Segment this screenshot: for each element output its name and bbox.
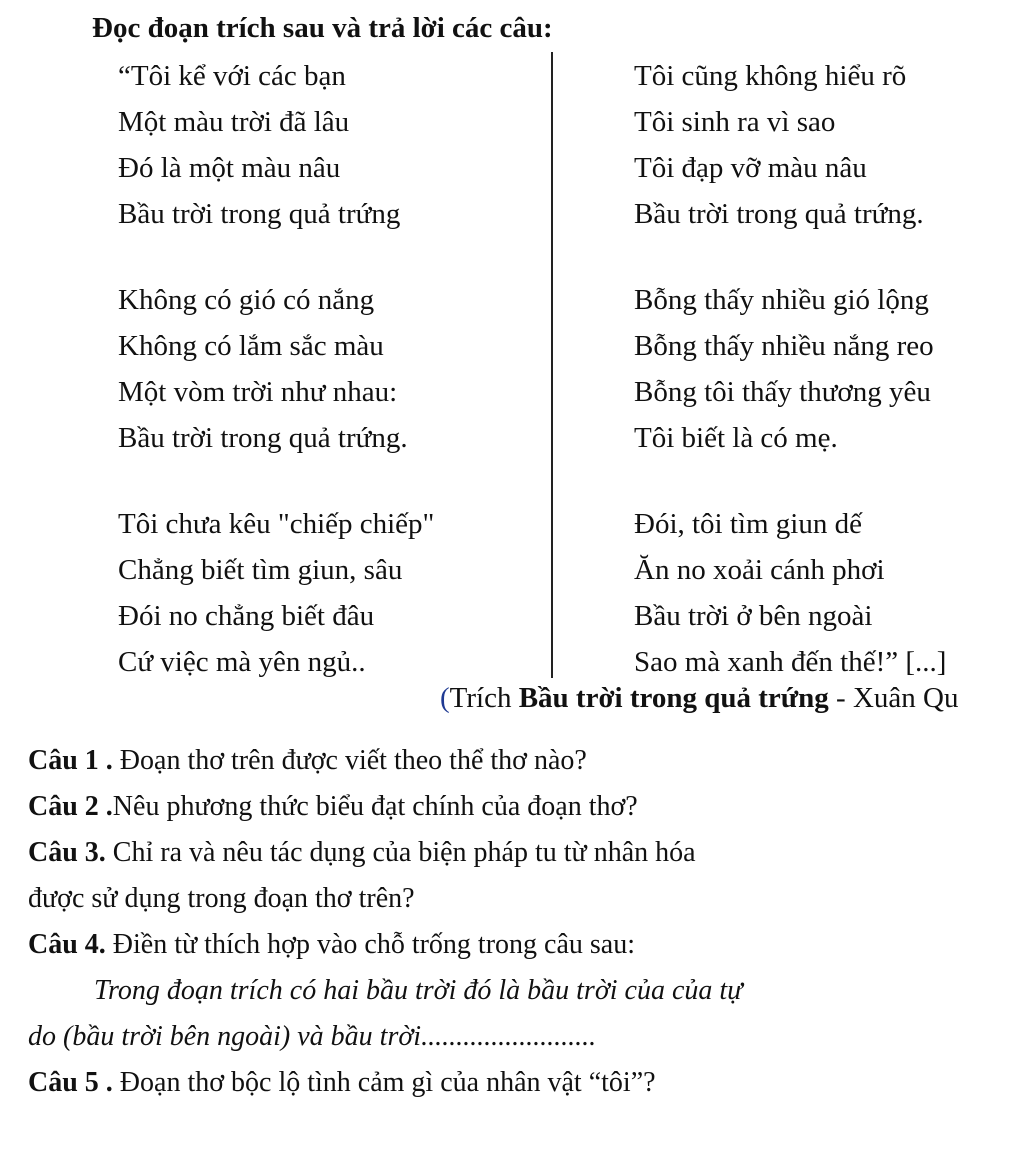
poem-line: Bỗng thấy nhiều nắng reo	[634, 330, 934, 362]
question-label: Câu 3.	[28, 837, 106, 868]
poem-line: Một màu trời đã lâu	[118, 106, 350, 138]
poem-line: Một vòm trời như nhau:	[118, 376, 398, 408]
poem-line: Bầu trời trong quả trứng.	[118, 422, 408, 454]
question-list	[28, 738, 1008, 1106]
question-text: Điền từ thích hợp vào chỗ trống trong câu sau:	[105, 929, 635, 960]
poem-line: Ăn no xoải cánh phơi	[634, 554, 885, 586]
poem-line: Cứ việc mà yên ngủ..	[118, 646, 366, 678]
poem-line: Tôi đạp vỡ màu nâu	[634, 152, 867, 184]
poem-line: Chẳng biết tìm giun, sâu	[118, 554, 403, 586]
question-4	[28, 922, 1008, 968]
poem-line: Không có gió có nắng	[118, 284, 375, 316]
question-text: Nêu phương thức biểu đạt chính của đoạn thơ?	[112, 791, 638, 822]
poem-line: Đói, tôi tìm giun dế	[634, 508, 862, 540]
poem-line: Không có lắm sắc màu	[118, 330, 384, 362]
question-label: Câu 2 .	[28, 791, 113, 822]
question-text: Chỉ ra và nêu tác dụng của biện pháp tu từ nhân hóa	[105, 837, 696, 868]
question-5	[28, 1060, 1008, 1106]
question-label: Câu 4.	[28, 929, 106, 960]
citation-open-paren: (	[440, 682, 450, 714]
poem-stanza	[118, 501, 434, 685]
question-4-fill-blank: do (bầu trời bên ngoài) và bầu trời.........................	[28, 1021, 597, 1052]
poem-line: Đó là một màu nâu	[118, 152, 341, 184]
poem-line: Tôi cũng không hiểu rõ	[634, 60, 907, 92]
question-label: Câu 1 .	[28, 745, 113, 776]
question-label: Câu 5 .	[28, 1067, 113, 1098]
question-4-fill-sentence: Trong đoạn trích có hai bầu trời đó là bầu trời của của tự	[94, 975, 743, 1006]
question-text: Đoạn thơ bộc lộ tình cảm gì của nhân vật “tôi”?	[112, 1067, 656, 1098]
poem-line: Bầu trời trong quả trứng.	[634, 198, 924, 230]
poem-line: Bầu trời trong quả trứng	[118, 198, 401, 230]
poem-line: Tôi sinh ra vì sao	[634, 106, 836, 138]
column-divider	[551, 52, 553, 678]
citation-author: - Xuân Qu	[828, 682, 959, 714]
poem-left-column	[118, 53, 434, 725]
poem-right-column	[634, 53, 946, 725]
poem-stanza	[634, 53, 946, 237]
poem-stanza	[634, 277, 946, 461]
poem-line: Sao mà xanh đến thế!” [...]	[634, 646, 947, 678]
poem-line: Tôi chưa kêu "chiếp chiếp"	[118, 508, 435, 540]
citation-prefix: Trích	[449, 682, 519, 714]
poem-citation	[440, 682, 958, 715]
poem-stanza	[118, 53, 434, 237]
poem-stanza	[118, 277, 434, 461]
question-1	[28, 738, 1008, 784]
exercise-heading: Đọc đoạn trích sau và trả lời các câu:	[92, 12, 553, 44]
citation-title: Bầu trời trong quả trứng	[518, 682, 829, 714]
poem-line: “Tôi kể với các bạn	[118, 60, 346, 92]
poem-line: Tôi biết là có mẹ.	[634, 422, 838, 454]
poem-line: Bỗng tôi thấy thương yêu	[634, 376, 931, 408]
poem-line: Bỗng thấy nhiều gió lộng	[634, 284, 929, 316]
poem-line: Bầu trời ở bên ngoài	[634, 600, 873, 632]
question-3	[28, 830, 1008, 876]
question-text: Đoạn thơ trên được viết theo thể thơ nào?	[112, 745, 587, 776]
poem-stanza	[634, 501, 946, 685]
poem-line: Đói no chẳng biết đâu	[118, 600, 375, 632]
question-3-continued: được sử dụng trong đoạn thơ trên?	[28, 883, 415, 914]
question-2	[28, 784, 1008, 830]
